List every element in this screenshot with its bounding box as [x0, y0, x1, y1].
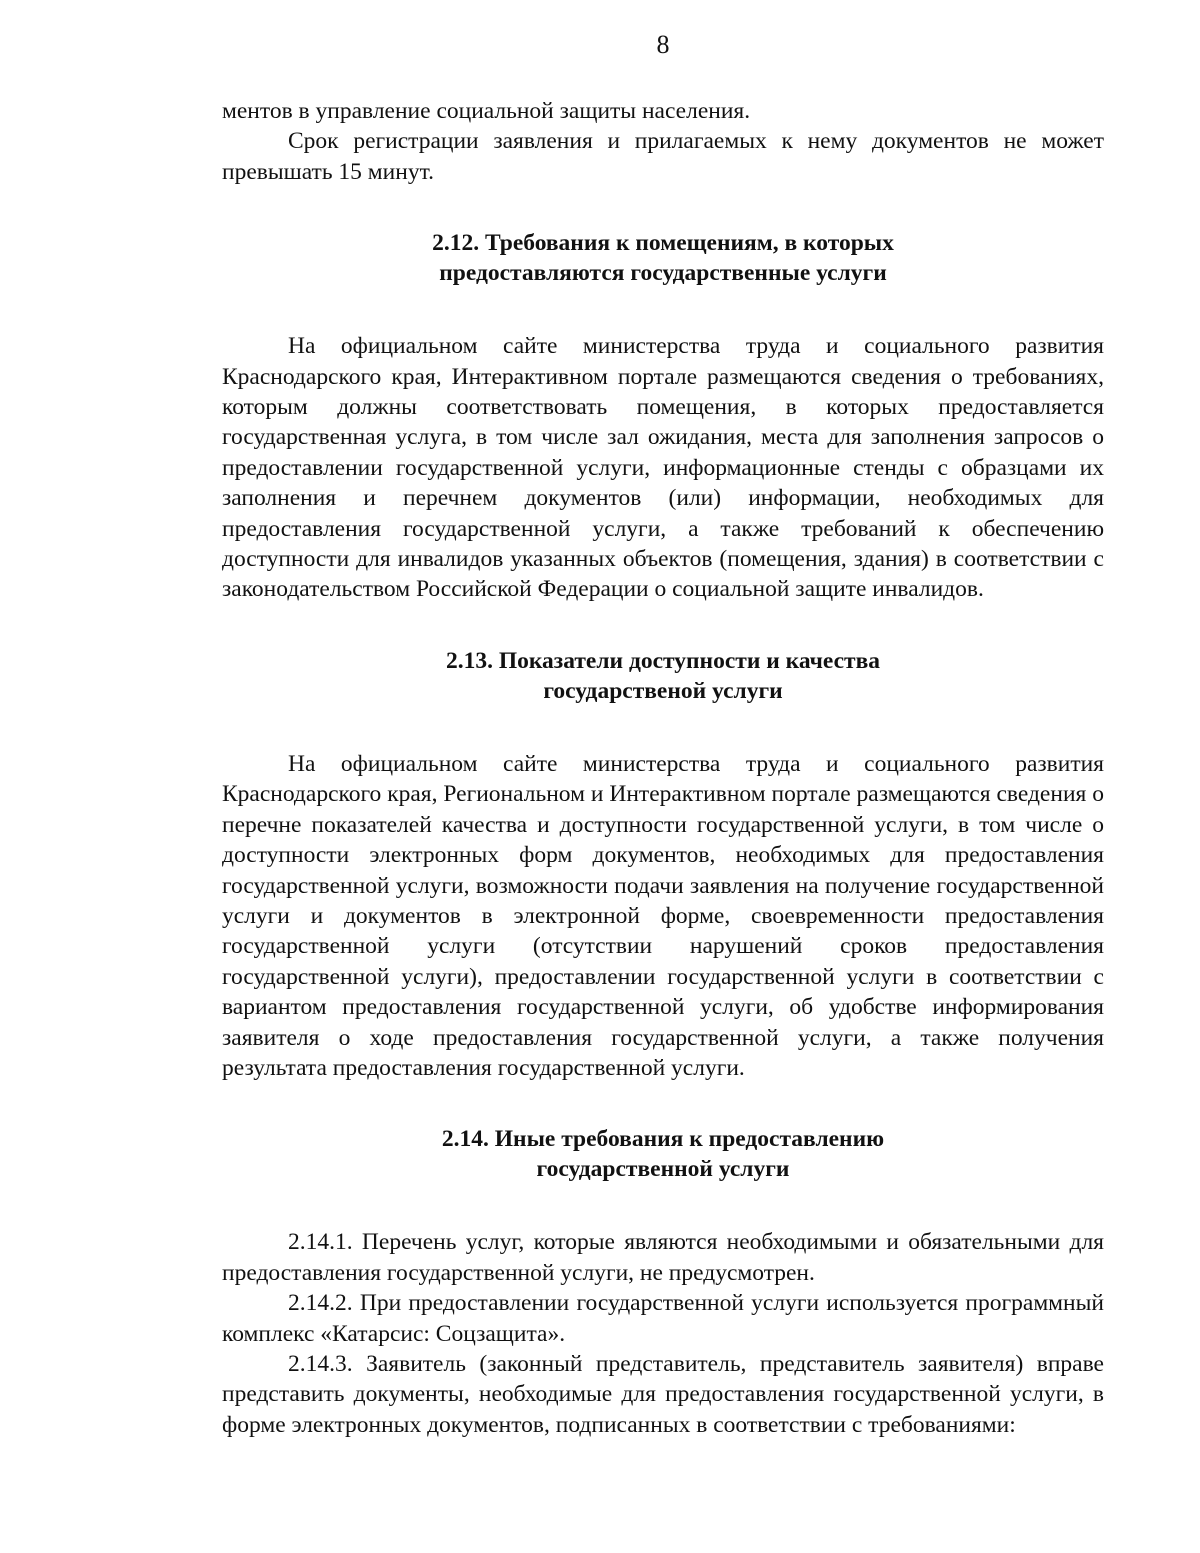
- section-2-14-paragraph-3: 2.14.3. Заявитель (законный представитель, представитель заявителя) вправе представить документы, необходимые для предоставления государственной услуги, в форме электронных документов, подписанных в соответствии с требованиями:: [222, 1350, 1104, 1438]
- section-2-13-heading-line-1: 2.13. Показатели доступности и качества: [445, 647, 881, 674]
- section-2-14-heading-line-1: 2.14. Иные требования к предоставлению: [441, 1126, 885, 1153]
- section-2-13-heading-line-2: государственой услуги: [543, 677, 783, 704]
- section-2-13-paragraph: На официальном сайте министерства труда и социального развития Краснодарского края, Региональном и Интерактивном портале размещаются сведения о перечне показателей качества и доступности государственной услуги, в том числе о доступности электронных форм документов, необходимых для предоставления государственной услуги, возможности подачи заявления на получение государственной услуги и документов в электронной форме, своевременности предоставления государственной услуги (отсутствии нарушений сроков предоставления государственной услуги), предоставлении государственной услуги в соответствии с вариантом предоставления государственной услуги, об удобстве информирования заявителя о ходе предоставления государственной услуги, а также получения результата предоставления государственной услуги.: [222, 750, 1104, 1081]
- page-number: 8: [656, 30, 670, 59]
- section-2-14-paragraph-2: 2.14.2. При предоставлении государственной услуги используется программный комплекс «Катарсис: Соцзащита».: [222, 1290, 1104, 1347]
- intro-paragraph-1: ментов в управление социальной защиты населения.: [222, 98, 751, 124]
- section-2-12-heading-line-1: 2.12. Требования к помещениям, в которых: [432, 230, 894, 257]
- section-2-14-heading-line-2: государственной услуги: [536, 1156, 790, 1183]
- section-2-12-heading: [222, 228, 1104, 288]
- intro-paragraph-2: Срок регистрации заявления и прилагаемых к нему документов не может превышать 15 минут.: [222, 128, 1104, 185]
- document-page: [222, 30, 1104, 1440]
- section-2-12-paragraph: На официальном сайте министерства труда и социального развития Краснодарского края, Интерактивном портале размещаются сведения о требованиях, которым должны соответствовать помещения, в которых предоставляется государственная услуга, в том числе зал ожидания, места для заполнения запросов о предоставлении государственной услуги, информационные стенды с образцами их заполнения и перечнем документов (или) информации, необходимых для предоставления государственной услуги, а также требований к обеспечению доступности для инвалидов указанных объектов (помещения, здания) в соответствии с законодательством Российской Федерации о социальной защите инвалидов.: [222, 333, 1104, 603]
- section-2-12-heading-line-2: предоставляются государственные услуги: [439, 260, 887, 287]
- section-2-13-heading: [222, 646, 1104, 706]
- section-2-14-paragraph-1: 2.14.1. Перечень услуг, которые являются необходимыми и обязательными для предоставления государственной услуги, не предусмотрен.: [222, 1229, 1104, 1286]
- section-2-14-heading: [222, 1124, 1104, 1184]
